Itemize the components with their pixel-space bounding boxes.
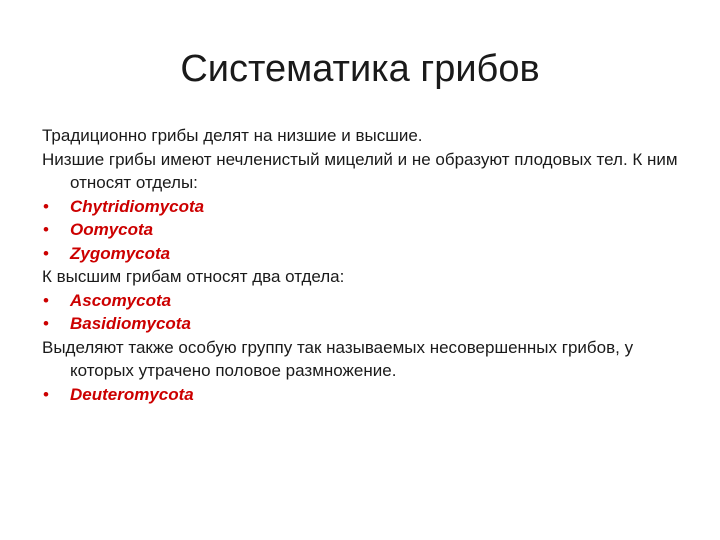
imperfect-fungi-text: Выделяют также особую группу так называемых несовершенных грибов, у которых утрачено половое размножение. — [42, 337, 634, 380]
higher-fungi-text: К высшим грибам относят два отдела: — [42, 267, 345, 286]
list-item-deuteromycota — [42, 383, 682, 407]
bullet-icon: • — [43, 243, 49, 263]
division-name: Deuteromycota — [70, 384, 194, 404]
list-item-ascomycota — [42, 289, 682, 313]
bullet-icon: • — [43, 290, 49, 310]
slide-title: Систематика грибов — [180, 48, 540, 90]
intro-text: Традиционно грибы делят на низшие и высшие. — [42, 126, 423, 145]
division-name: Zygomycota — [70, 243, 171, 263]
division-name: Basidiomycota — [70, 314, 191, 333]
bullet-icon: • — [43, 220, 49, 239]
list-item-oomycota — [42, 218, 682, 242]
division-name: Chytridiomycota — [70, 196, 205, 216]
bullet-icon: • — [43, 384, 49, 404]
bullet-icon: • — [43, 196, 49, 216]
lower-fungi-text: Низшие грибы имеют нечленистый мицелий и не образуют плодовых тел. К ним относят отделы: — [42, 149, 678, 192]
division-name: Oomycota — [70, 220, 154, 239]
slide-body — [42, 124, 682, 406]
list-item-basidiomycota — [42, 312, 682, 336]
list-item-chytridiomycota — [42, 195, 682, 219]
division-name: Ascomycota — [70, 290, 172, 310]
bullet-icon: • — [43, 314, 49, 333]
list-item-zygomycota — [42, 242, 682, 266]
